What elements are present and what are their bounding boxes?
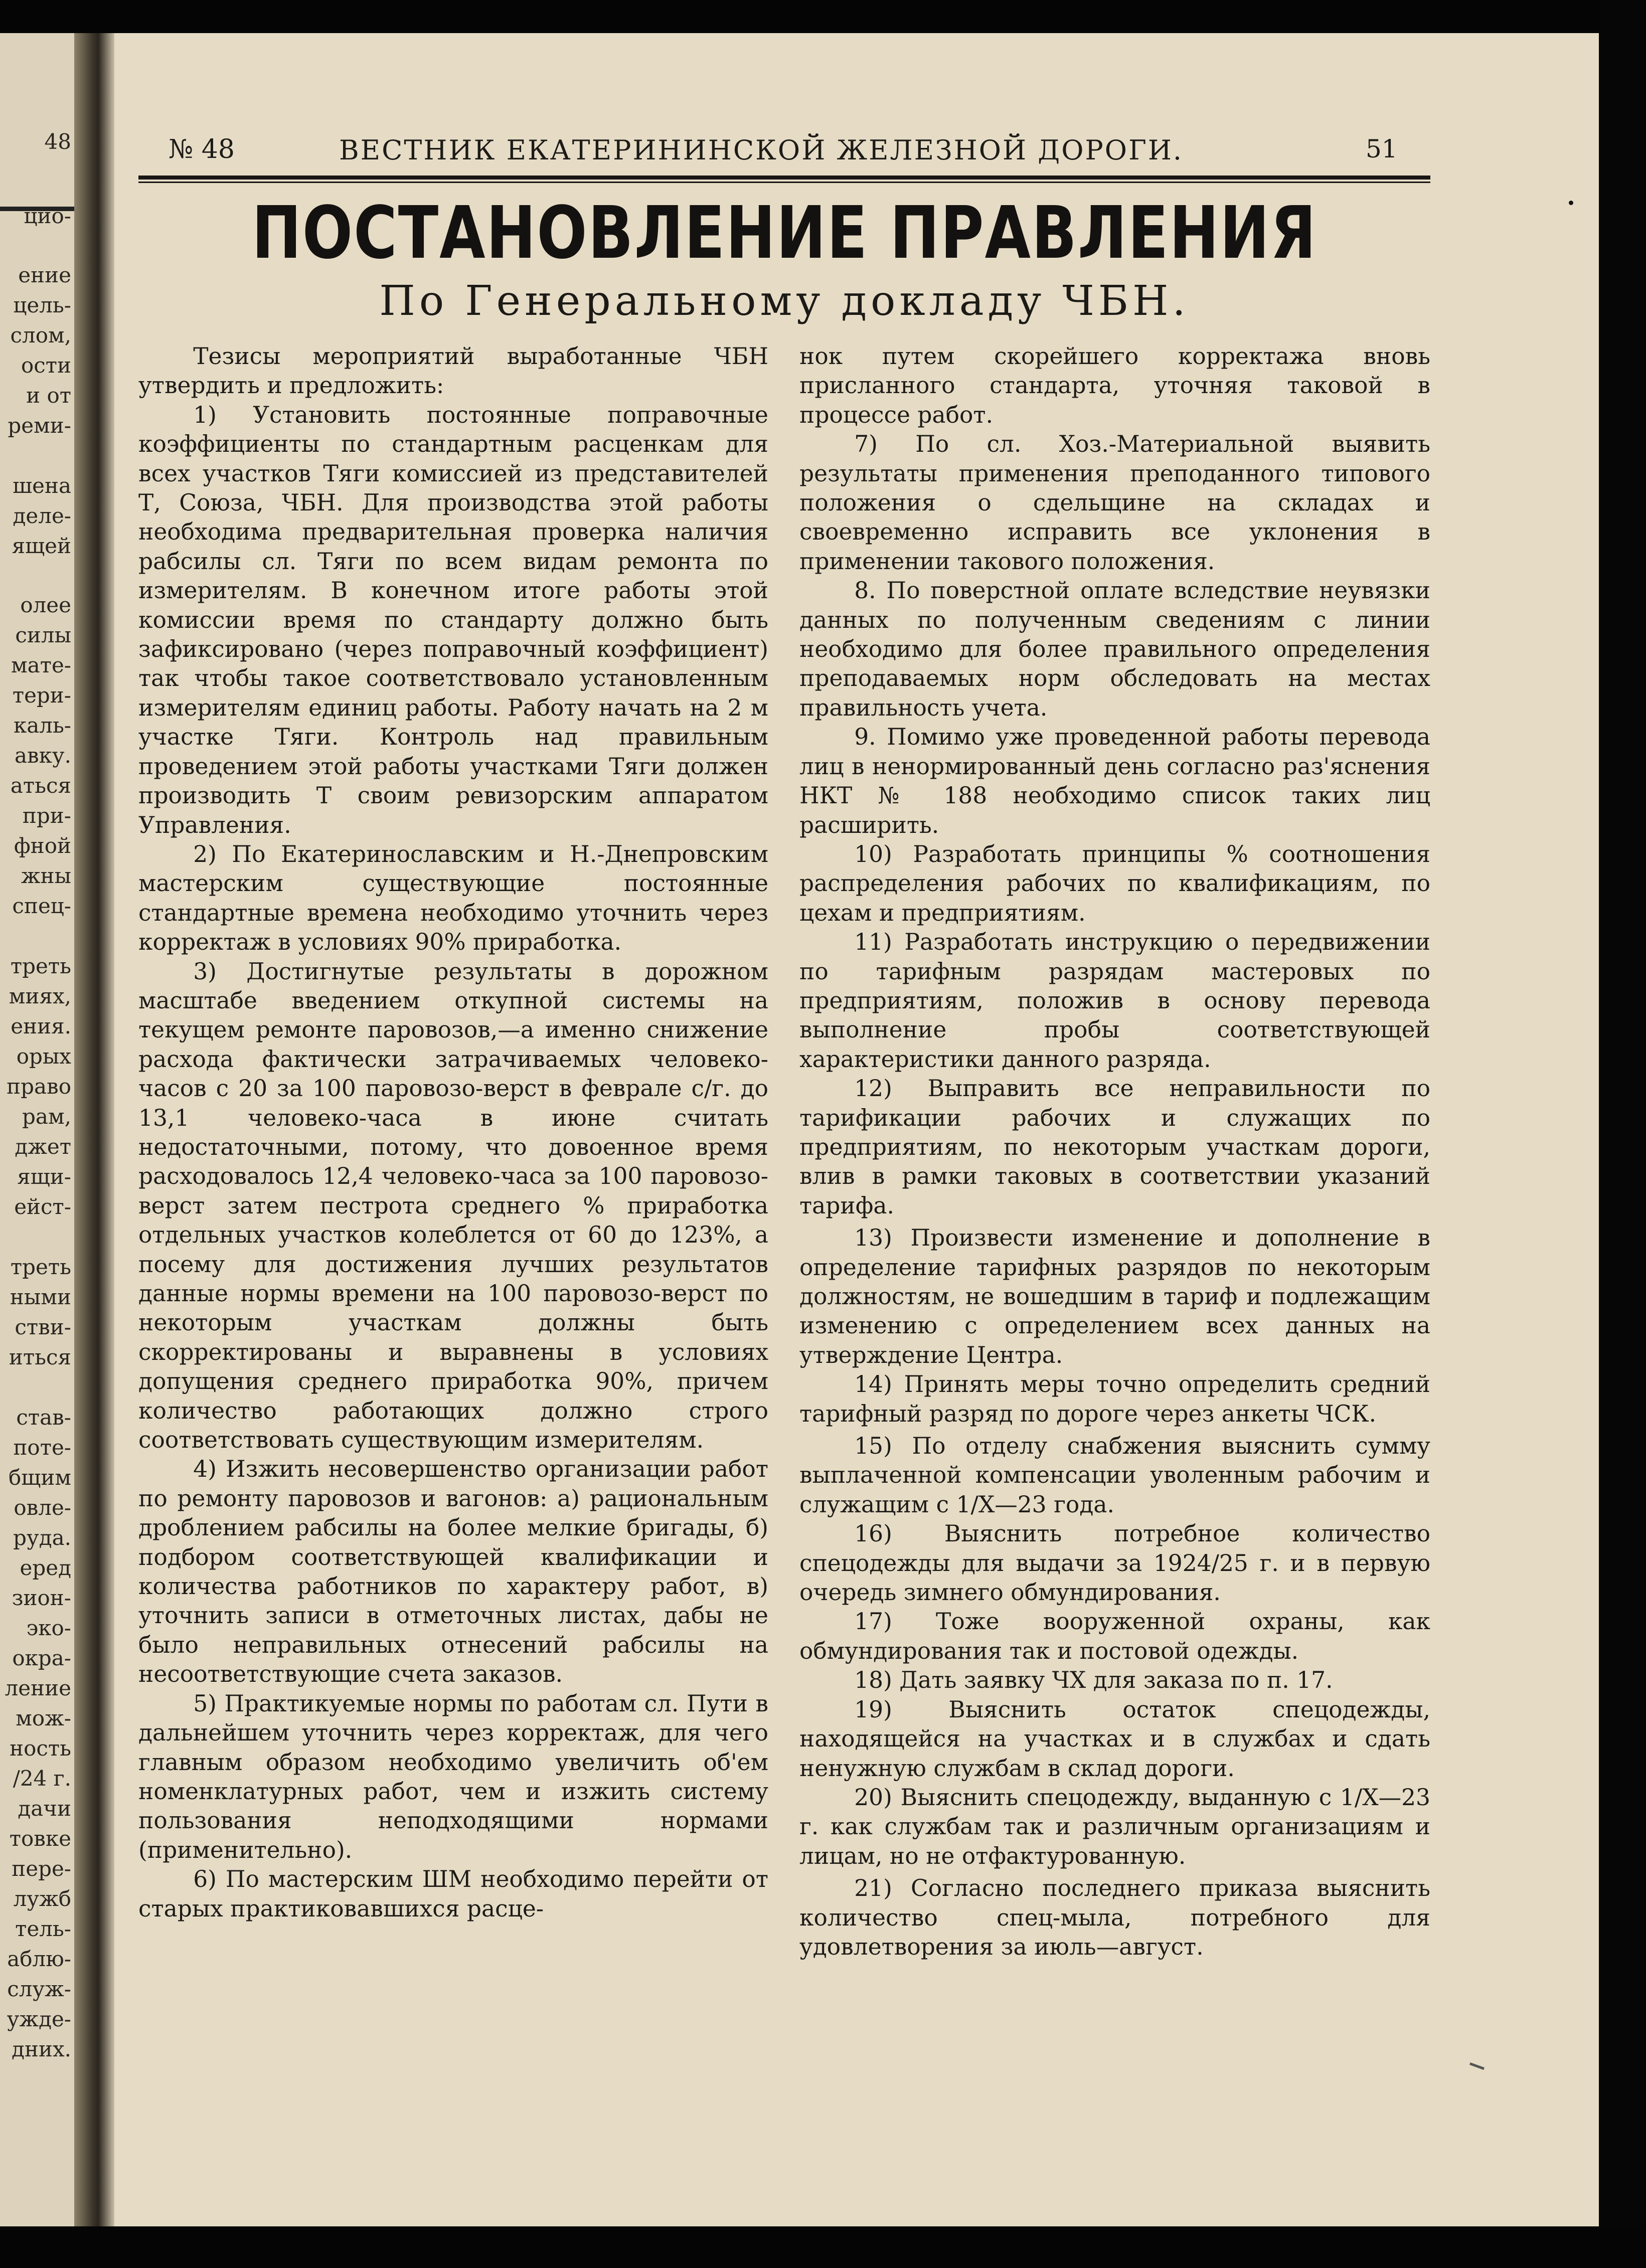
- adjacent-page-fragment: бщим: [9, 1465, 71, 1490]
- adjacent-page-fragment: ужде-: [7, 2007, 71, 2031]
- adjacent-page-fragment: иться: [9, 1345, 71, 1369]
- adjacent-page-fragment: ости: [21, 353, 71, 378]
- adjacent-page-edge: [0, 33, 74, 2226]
- adjacent-page-fragment: /24 г.: [13, 1766, 71, 1791]
- adjacent-page-fragment: стви-: [15, 1315, 71, 1339]
- adjacent-page-fragment: фной: [14, 833, 71, 858]
- adjacent-page-fragment: ения.: [11, 1014, 71, 1038]
- book-gutter: [74, 33, 114, 2226]
- adjacent-page-fragment: тери-: [12, 683, 71, 708]
- adjacent-page-fragment: цель-: [13, 293, 71, 317]
- paragraph: Тезисы мероприятий выработанные ЧБН утвердить и предложить:: [138, 343, 768, 399]
- adjacent-page-fragment: и от: [26, 383, 71, 408]
- paragraph: 8. По поверстной оплате вследствие неувязки данных по полученным сведениям с линии необходимо для более правильного определения преподаваемых норм обследовать на местах правильность учета.: [799, 577, 1430, 721]
- adjacent-page-fragment: еред: [20, 1555, 71, 1580]
- adjacent-page-fragment: окра-: [12, 1646, 71, 1670]
- adjacent-page-fragment: шена: [13, 473, 71, 498]
- journal-title: ВЕСТНИК ЕКАТЕРИНИНСКОЙ ЖЕЛЕЗНОЙ ДОРОГИ.: [339, 134, 1184, 166]
- paragraph: 13) Произвести изменение и дополнение в определение тарифных разрядов по некоторым должностям, не вошедшим в тариф и подлежащим изменению с определением всех данных на утверждение Центра.: [799, 1225, 1430, 1368]
- adjacent-page-fragment: рам,: [22, 1104, 71, 1129]
- adjacent-page-fragment: аблю-: [7, 1947, 71, 1971]
- adjacent-page-fragment: орых: [16, 1044, 71, 1069]
- adjacent-page-fragment: дачи: [18, 1796, 71, 1821]
- adjacent-page-fragment: слом,: [10, 323, 71, 347]
- adjacent-page-fragment: треть: [10, 1255, 71, 1279]
- adjacent-page-fragment: тель-: [15, 1916, 71, 1941]
- adjacent-page-fragment: лужб: [13, 1886, 71, 1911]
- adjacent-page-fragment: служ-: [7, 1977, 71, 2001]
- paragraph: 17) Тоже вооруженной охраны, как обмундирования так и постовой одежды.: [799, 1608, 1430, 1664]
- paragraph: 9. Помимо уже проведенной работы перевода лиц в ненормированный день согласно раз'яснения НКТ № 188 необходимо список таких лиц расширить.: [799, 724, 1430, 838]
- paragraph: нок путем скорейшего корректажа вновь присланного стандарта, уточняя таковой в процессе работ.: [799, 343, 1430, 428]
- paragraph: 10) Разработать принципы % соотношения распределения рабочих по квалификациям, по цехам и предприятиям.: [799, 840, 1430, 926]
- paragraph: 18) Дать заявку ЧХ для заказа по п. 17.: [854, 1667, 1333, 1694]
- adjacent-page-fragment: ление: [5, 1676, 71, 1700]
- adjacent-page-fragment: олее: [20, 593, 71, 617]
- adjacent-page-fragment: жны: [21, 863, 71, 888]
- adjacent-page-fragment: ящи-: [17, 1164, 71, 1189]
- paragraph: 12) Выправить все неправильности по тарификации рабочих и служащих по предприятиям, по некоторым участкам дороги, влив в рамки таковых в соответствии указаний тарифа.: [799, 1075, 1430, 1219]
- paragraph: 14) Принять меры точно определить средний тарифный разряд по дороге через анкеты ЧСК.: [799, 1371, 1430, 1427]
- paragraph: 16) Выяснить потребное количество спецодежды для выдачи за 1924/25 г. и в первую очередь зимнего обмундирования.: [799, 1520, 1430, 1606]
- paragraph: 11) Разработать инструкцию о передвижении по тарифным разрядам мастеровых по предприятиям, положив в основу перевода выполнение пробы соответствующей характеристики данного разряда.: [799, 929, 1430, 1073]
- adjacent-page-fragment: поте-: [13, 1435, 71, 1460]
- adjacent-page-fragment: пере-: [12, 1856, 71, 1881]
- paragraph: 20) Выяснить спецодежду, выданную с 1/X—23 г. как службам так и различным организациям и лицам, но не отфактурованную.: [799, 1784, 1430, 1869]
- adjacent-page-fragment: ейст-: [14, 1194, 71, 1219]
- paragraph: 3) Достигнутые результаты в дорожном масштабе введением откупной системы на текущем ремонте паровозов,—а именно снижение расхода фактически затрачиваемых человеко-часов с 20 за 100 паровозо-верст в феврале с/г. до 13,1 человеко-часа в июне считать недостаточными, потому, что довоенное время расходовалось 12,4 человеко-часа за 100 паровозо-верст затем пестрота среднего % приработка отдельных участков колеблется от 60 до 123%, а посему для достижения лучших результатов данные нормы времени на 100 паровозо-верст по некоторым участкам должны быть скорректированы и выравнены в условиях допущения среднего приработка 90%, причем количество работающих должно строго соответствовать существующим измерителям.: [138, 958, 768, 1454]
- adjacent-page-fragment: зион-: [12, 1586, 71, 1610]
- paragraph: 5) Практикуемые нормы по работам сл. Пути в дальнейшем уточнить через корректаж, для чего главным образом необходимо увеличить об'ем номенклатурных работ, чем и изжить систему пользования неподходящими нормами (применительно).: [138, 1690, 768, 1863]
- adjacent-page-fragment: 48: [44, 129, 71, 154]
- adjacent-page-fragment: цио-: [24, 204, 71, 228]
- adjacent-page-fragment: реми-: [8, 413, 71, 438]
- adjacent-page-fragment: дних.: [12, 2037, 71, 2061]
- scan-border-bottom: [0, 2226, 1646, 2268]
- adjacent-page-fragment: право: [7, 1074, 71, 1099]
- paragraph: 1) Установить постоянные поправочные коэффициенты по стандартным расценкам для всех участков Тяги комиссией из представителей Т, Союза, ЧБН. Для производства этой работы необходима предварительная проверка наличия рабсилы сл. Тяги по всем видам ремонта по измерителям. В конечном итоге работы этой комиссии время по стандарту должно быть зафиксировано (через поправочный коэффициент) так чтобы такое соответствовало установленным измерителям единиц работы. Работу начать на 2 м участке Тяги. Контроль над правильным проведением этой работы участками Тяги должен производить Т своим ревизорским аппаратом Управления.: [138, 401, 768, 838]
- scan-speck: [1569, 201, 1573, 205]
- header-rule-thin: [138, 182, 1430, 183]
- paragraph: 2) По Екатеринославским и Н.-Днепровским мастерским существующие постоянные стандартные времена необходимо уточнить через корректаж в условиях 90% приработка.: [138, 840, 768, 956]
- issue-number: № 48: [169, 134, 235, 164]
- adjacent-page-fragment: эко-: [26, 1616, 71, 1640]
- text-column-right: [799, 342, 1430, 1962]
- paragraph: 19) Выяснить остаток спецодежды, находящейся на участках и в службах и сдать ненужную службам в склад дороги.: [799, 1696, 1430, 1782]
- paragraph: 4) Изжить несовершенство организации работ по ремонту паровозов и вагонов: а) рациональным дроблением рабсилы на более мелкие бригады, б) подбором соответствующей квалификации и количества работников по характеру работ, в) уточнить записи в отметочных листах, дабы не было неправильных отнесений рабсилы на несоответствующие счета заказов.: [138, 1456, 768, 1688]
- adjacent-page-fragment: товке: [9, 1826, 71, 1851]
- text-column-left: [138, 342, 768, 1924]
- adjacent-page-fragment: ность: [10, 1736, 71, 1761]
- adjacent-page-fragment: руда.: [13, 1525, 71, 1550]
- paragraph: 15) По отделу снабжения выяснить сумму выплаченной компенсации уволенным рабочим и служащим с 1/X—23 года.: [799, 1433, 1430, 1518]
- paragraph: 21) Согласно последнего приказа выяснить количество спец-мыла, потребного для удовлетворения за июль—август.: [799, 1875, 1430, 1960]
- adjacent-page-fragment: авку.: [15, 743, 71, 768]
- adjacent-page-fragment: спец-: [12, 894, 71, 918]
- adjacent-page-fragment: джет: [15, 1134, 71, 1159]
- page-number: 51: [1366, 134, 1398, 163]
- adjacent-page-fragment: треть: [10, 954, 71, 978]
- scan-border-top: [0, 0, 1646, 33]
- header-rule: [138, 176, 1430, 180]
- adjacent-page-fragment: овле-: [14, 1495, 71, 1520]
- adjacent-page-fragment: ящей: [12, 534, 71, 558]
- adjacent-page-fragment: каль-: [13, 713, 71, 738]
- adjacent-page-fragment: силы: [15, 623, 71, 647]
- adjacent-page-fragment: деле-: [13, 503, 71, 528]
- adjacent-page-fragment: став-: [16, 1405, 71, 1430]
- adjacent-page-fragment: ными: [10, 1285, 71, 1309]
- article-subtitle: По Генеральному докладу ЧБН.: [379, 277, 1190, 325]
- scan-border-right: [1599, 0, 1646, 2268]
- adjacent-page-fragment: при-: [22, 803, 71, 828]
- paragraph: 6) По мастерским ШМ необходимо перейти от старых практиковавшихся расце-: [138, 1866, 768, 1922]
- adjacent-page-fragment: аться: [10, 773, 71, 798]
- running-header: [138, 134, 1435, 169]
- adjacent-page-fragment: ение: [18, 263, 71, 287]
- article-title: ПОСТАНОВЛЕНИЕ ПРАВЛЕНИЯ: [252, 190, 1317, 275]
- adjacent-page-fragment: мате-: [11, 653, 71, 677]
- adjacent-page-fragment: миях,: [9, 984, 71, 1008]
- adjacent-page-fragment: мож-: [16, 1706, 71, 1730]
- paragraph: 7) По сл. Хоз.-Материальной выявить результаты применения преподанного типового положения о сдельщине на складах и своевременно исправить все уклонения в применении такового положения.: [799, 431, 1430, 575]
